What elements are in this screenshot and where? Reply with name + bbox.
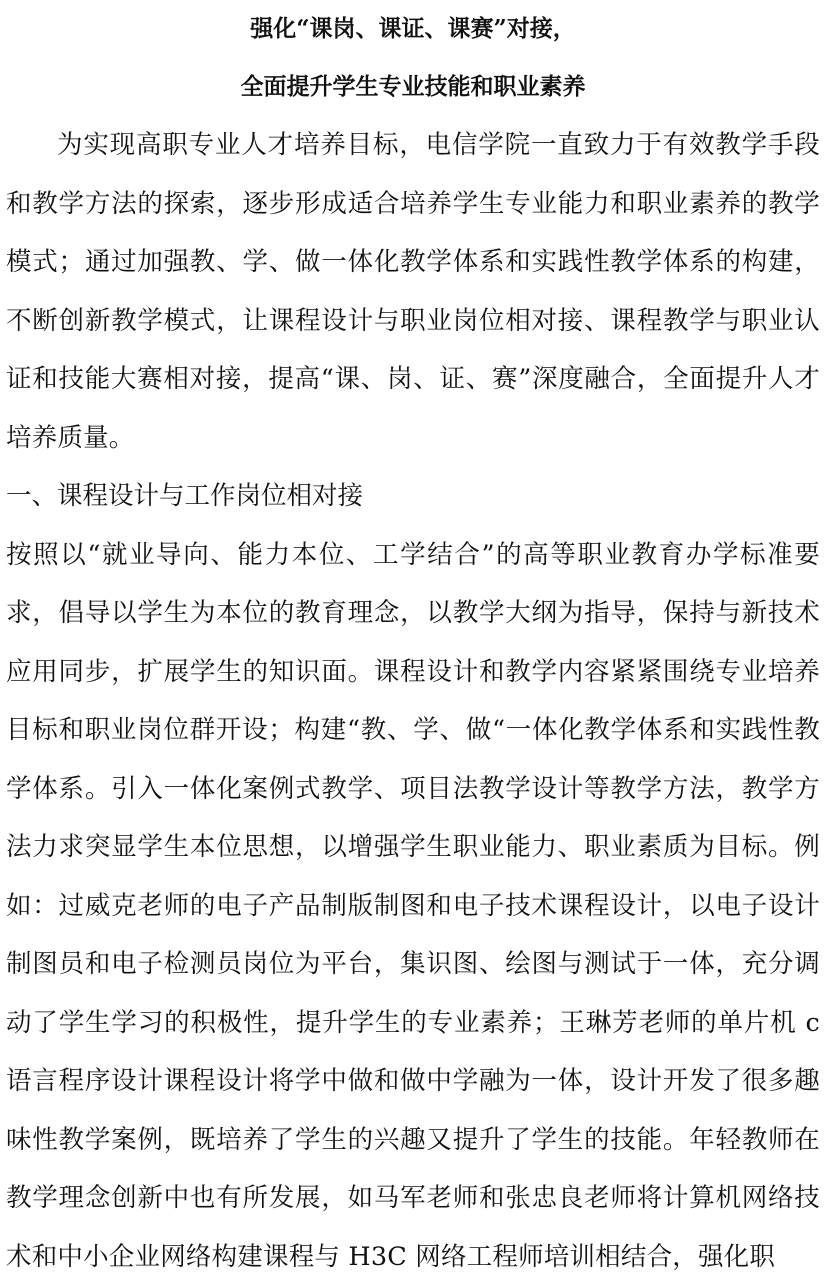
document-title-line-1: 强化“课岗、课证、课赛”对接， — [6, 0, 820, 58]
document-title-line-2: 全面提升学生专业技能和职业素养 — [6, 58, 820, 116]
section-1-paragraph: 按照以“就业导向、能力本位、工学结合”的高等职业教育办学标准要求，倡导以学生为本位的教育理念，以教学大纲为指导，保持与新技术应用同步，扩展学生的知识面。课程设计和教学内容紧紧围绕专业培养目标和职业岗位群开设；构建“教、学、做“一体化教学体系和实践性教学体系。引入一体化案例式教学、项目法教学设计等教学方法，教学方法力求突显学生本位思想，以增强学生职业能力、职业素质为目标。例如：过威克老师的电子产品制版制图和电子技术课程设计，以电子设计制图员和电子检测员岗位为平台，集识图、绘图与测试于一体，充分调动了学生学习的积极性，提升学生的专业素养；王琳芳老师的单片机 c 语言程序设计课程设计将学中做和做中学融为一体，设计开发了很多趣味性教学案例，既培养了学生的兴趣又提升了学生的技能。年轻教师在教学理念创新中也有所发展，如马军老师和张忠良老师将计算机网络技术和中小企业网络构建课程与 H3C 网络工程师培训相结合，强化职 — [6, 526, 820, 1286]
section-1-heading: 一、课程设计与工作岗位相对接 — [6, 467, 820, 526]
intro-paragraph: 为实现高职专业人才培养目标，电信学院一直致力于有效教学手段和教学方法的探索，逐步形成适合培养学生专业能力和职业素养的教学模式；通过加强教、学、做一体化教学体系和实践性教学体系的构建，不断创新教学模式，让课程设计与职业岗位相对接、课程教学与职业认证和技能大赛相对接，提高“课、岗、证、赛”深度融合，全面提升人才培养质量。 — [6, 116, 820, 467]
